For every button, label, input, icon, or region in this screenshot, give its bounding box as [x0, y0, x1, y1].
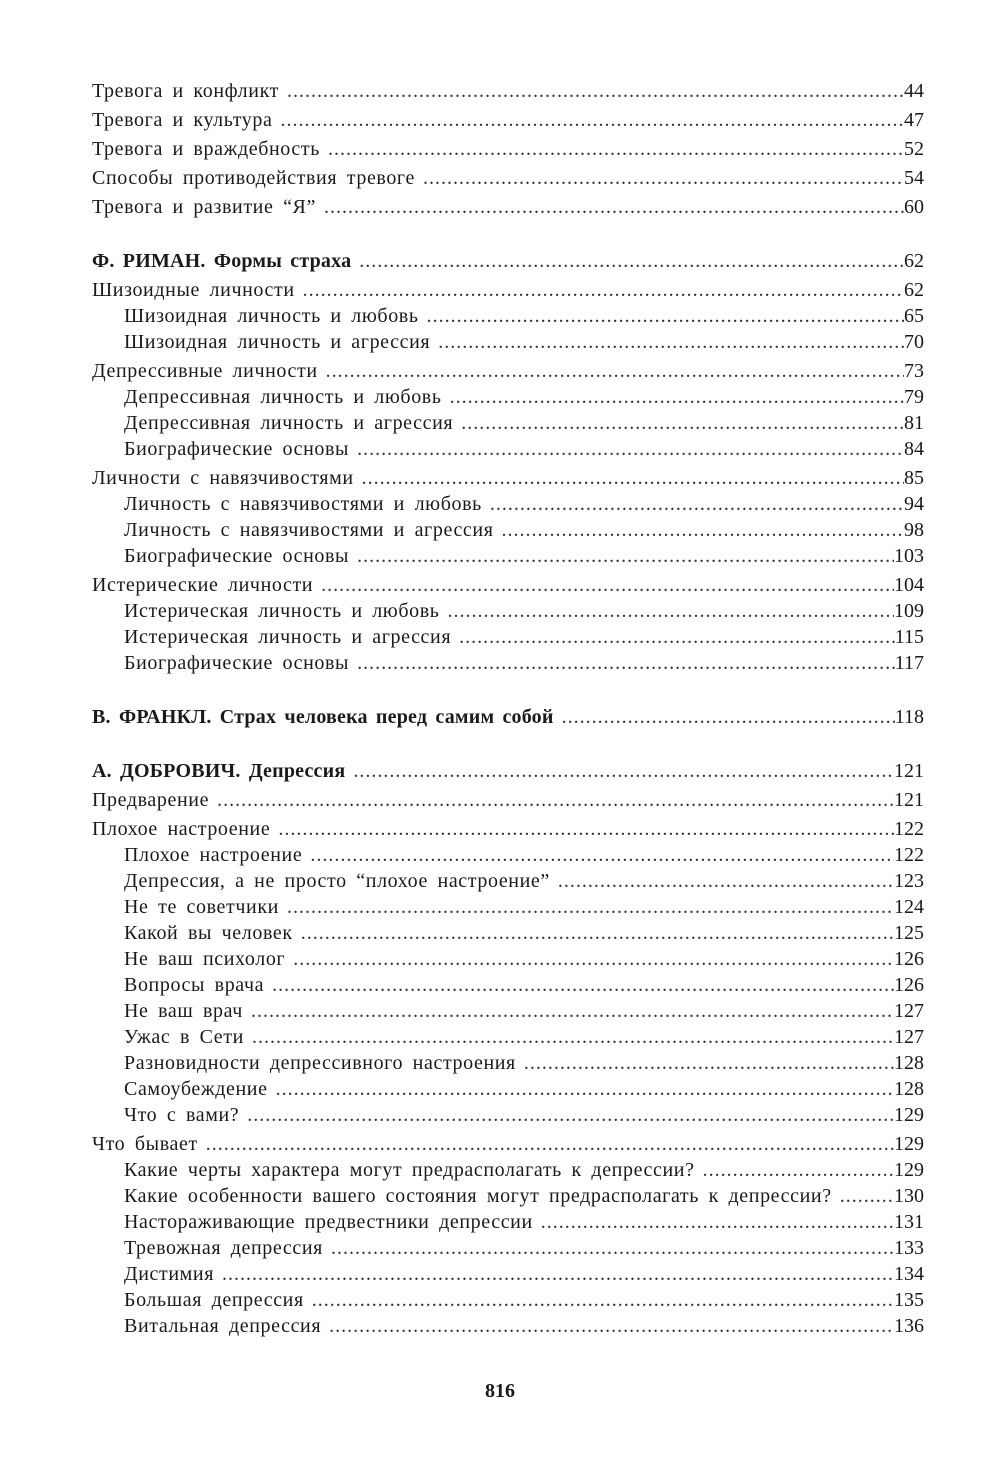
toc-subentry [92, 1102, 924, 1128]
dot-leader [272, 972, 894, 998]
dot-leader [502, 517, 905, 543]
toc-subentry [92, 624, 924, 650]
toc-entry-page: 131 [894, 1211, 924, 1233]
toc-entry-title: Тревога и враждебность [92, 138, 320, 160]
dot-leader [324, 194, 904, 220]
toc-subentry [92, 303, 924, 329]
toc-entry [92, 572, 924, 598]
dot-leader [326, 358, 904, 384]
toc-entry-page: 81 [904, 412, 924, 434]
toc-entry-title: Личность с навязчивостями и любовь [124, 493, 482, 515]
dot-leader [251, 998, 894, 1024]
dot-leader [357, 650, 895, 676]
toc-subentry [92, 517, 924, 543]
toc-entry-title: Не ваш врач [124, 1000, 243, 1022]
toc-entry-title: Тревога и культура [92, 109, 273, 131]
toc-subentry [92, 1076, 924, 1102]
toc-entry-page: 128 [894, 1052, 924, 1074]
toc-entry-title: Тревога и развитие “Я” [92, 196, 316, 218]
toc-entry-title: Какой вы человек [124, 922, 293, 944]
toc-entry [92, 465, 924, 491]
toc-subentry [92, 842, 924, 868]
toc-subentry [92, 920, 924, 946]
toc-entry-page: 115 [894, 626, 924, 648]
toc-subentry [92, 1157, 924, 1183]
dot-leader [280, 107, 904, 133]
toc-entry-title: Шизоидная личность и агрессия [124, 331, 431, 353]
dot-leader [329, 1313, 894, 1339]
toc-entry-page: 94 [904, 493, 924, 515]
toc-subentry [92, 1261, 924, 1287]
toc-entry [92, 787, 924, 813]
toc-entry-title: Дистимия [124, 1263, 215, 1285]
toc-entry-title: Самоубеждение [124, 1078, 268, 1100]
toc-entry-page: 128 [894, 1078, 924, 1100]
dot-leader [206, 1131, 894, 1157]
toc-subentry [92, 650, 924, 676]
toc-section-title: В. ФРАНКЛ. Страх человека перед самим собой [92, 706, 554, 728]
dot-leader [558, 868, 894, 894]
toc-entry [92, 1131, 924, 1157]
toc-entry-page: 47 [904, 109, 924, 131]
toc-entry-page: 60 [904, 196, 924, 218]
toc-subentry [92, 1050, 924, 1076]
toc-entry-title: Что с вами? [124, 1104, 240, 1126]
toc-entry-page: 62 [904, 279, 924, 301]
toc-entry-page: 122 [894, 818, 924, 840]
toc-entry [92, 136, 924, 162]
toc-subentry [92, 384, 924, 410]
toc-entry-page: 130 [894, 1185, 924, 1207]
toc-entry-page: 54 [904, 167, 924, 189]
dot-leader [427, 303, 904, 329]
toc-entry-title: Личность с навязчивостями и агрессия [124, 519, 494, 541]
dot-leader [293, 946, 894, 972]
toc-entry-page: 84 [904, 438, 924, 460]
dot-leader [217, 787, 894, 813]
toc-entry-page: 121 [894, 789, 924, 811]
dot-leader [278, 816, 894, 842]
toc-section-frankl [92, 704, 924, 730]
dot-leader [247, 1102, 894, 1128]
dot-leader [703, 1157, 894, 1183]
toc-entry-page: 122 [894, 844, 924, 866]
toc-entry-page: 136 [894, 1315, 924, 1337]
toc-subentry [92, 894, 924, 920]
toc-subentry [92, 491, 924, 517]
toc-entry-page: 123 [894, 870, 924, 892]
dot-leader [461, 410, 904, 436]
dot-leader [359, 248, 904, 274]
toc-entry-title: Депрессивная личность и любовь [124, 386, 442, 408]
toc-entry-title: Что бывает [92, 1133, 198, 1155]
toc-subentry [92, 598, 924, 624]
toc-entry-page: 73 [904, 360, 924, 382]
toc-entry-page: 129 [894, 1104, 924, 1126]
dot-leader [222, 1261, 894, 1287]
toc-entry-page: 85 [904, 467, 924, 489]
toc-entry-page: 117 [894, 652, 924, 674]
toc-entry [92, 107, 924, 133]
toc-entry-page: 103 [894, 545, 924, 567]
toc-entry-title: Витальная депрессия [124, 1315, 322, 1337]
dot-leader [328, 136, 904, 162]
toc-entry [92, 816, 924, 842]
toc-entry-title: Шизоидные личности [92, 279, 295, 301]
dot-leader [287, 78, 904, 104]
dot-leader [353, 758, 894, 784]
toc-entry-title: Не ваш психолог [124, 948, 286, 970]
toc-entry-title: Истерическая личность и любовь [124, 600, 440, 622]
toc-section-page: 118 [894, 706, 924, 728]
toc-entry [92, 165, 924, 191]
toc-subentry [92, 436, 924, 462]
toc-section-riman [92, 248, 924, 274]
toc-section-page: 121 [894, 760, 924, 782]
dot-leader [321, 572, 894, 598]
toc-entry-title: Вопросы врача [124, 974, 265, 996]
toc-entry-page: 126 [894, 974, 924, 996]
toc-subentry [92, 998, 924, 1024]
toc-entry-page: 44 [904, 80, 924, 102]
toc-entry-page: 104 [894, 574, 924, 596]
toc-entry-page: 135 [894, 1289, 924, 1311]
toc-entry-page: 98 [904, 519, 924, 541]
toc-entry-page: 134 [894, 1263, 924, 1285]
dot-leader [301, 920, 894, 946]
toc-entry-title: Способы противодействия тревоге [92, 167, 415, 189]
toc-subentry [92, 1235, 924, 1261]
dot-leader [276, 1076, 894, 1102]
toc-entry-title: Шизоидная личность и любовь [124, 305, 419, 327]
dot-leader [312, 1287, 894, 1313]
toc-subentry [92, 868, 924, 894]
toc-entry-page: 109 [894, 600, 924, 622]
toc-subentry [92, 1209, 924, 1235]
toc-entry-title: Депрессивная личность и агрессия [124, 412, 454, 434]
toc-section-page: 62 [904, 250, 924, 272]
toc-entry-title: Депрессия, а не просто “плохое настроение” [124, 870, 550, 892]
toc-entry-title: Депрессивные личности [92, 360, 318, 382]
toc-entry-title: Биографические основы [124, 438, 350, 460]
toc-subentry [92, 972, 924, 998]
toc-entry-title: Плохое настроение [92, 818, 271, 840]
toc-section-title: Ф. РИМАН. Формы страха [92, 250, 352, 272]
toc-subentry [92, 543, 924, 569]
toc-entry-title: Плохое настроение [124, 844, 303, 866]
dot-leader [310, 842, 894, 868]
toc-subentry [92, 946, 924, 972]
toc-entry-page: 52 [904, 138, 924, 160]
toc-entry-title: Не те советчики [124, 896, 279, 918]
toc-entry-title: Ужас в Сети [124, 1026, 244, 1048]
toc-entry [92, 358, 924, 384]
toc-subentry [92, 1183, 924, 1209]
dot-leader [357, 543, 894, 569]
dot-leader [252, 1024, 894, 1050]
toc-entry-title: Разновидности депрессивного настроения [124, 1052, 516, 1074]
toc-subentry [92, 329, 924, 355]
toc-subentry [92, 1024, 924, 1050]
toc-entry-page: 127 [894, 1026, 924, 1048]
toc-subentry [92, 1313, 924, 1339]
toc-entry-title: Какие черты характера могут предрасполагать к депрессии? [124, 1159, 695, 1181]
page-number: 816 [485, 1380, 515, 1402]
dot-leader [448, 598, 895, 624]
toc-entry-title: Предварение [92, 789, 210, 811]
toc-entry-title: Биографические основы [124, 652, 350, 674]
table-of-contents [92, 78, 924, 1339]
toc-subentry [92, 410, 924, 436]
toc-entry-title: Тревога и конфликт [92, 80, 279, 102]
toc-entry-page: 124 [894, 896, 924, 918]
toc-entry-page: 65 [904, 305, 924, 327]
dot-leader [331, 1235, 894, 1261]
toc-entry-page: 125 [894, 922, 924, 944]
dot-leader [357, 436, 904, 462]
toc-entry [92, 194, 924, 220]
dot-leader [459, 624, 895, 650]
toc-entry-title: Какие особенности вашего состояния могут предрасполагать к депрессии? [124, 1185, 832, 1207]
toc-entry-page: 129 [894, 1133, 924, 1155]
toc-entry [92, 78, 924, 104]
toc-entry-title: Истерические личности [92, 574, 314, 596]
dot-leader [287, 894, 894, 920]
dot-leader [562, 704, 895, 730]
toc-entry-page: 70 [904, 331, 924, 353]
toc-entry-page: 126 [894, 948, 924, 970]
toc-entry-title: Биографические основы [124, 545, 350, 567]
dot-leader [840, 1183, 894, 1209]
toc-entry-title: Истерическая личность и агрессия [124, 626, 452, 648]
dot-leader [423, 165, 904, 191]
toc-entry-title: Личности с навязчивостями [92, 467, 354, 489]
toc-entry-title: Тревожная депрессия [124, 1237, 323, 1259]
dot-leader [490, 491, 904, 517]
toc-entry-page: 127 [894, 1000, 924, 1022]
dot-leader [362, 465, 904, 491]
toc-subentry [92, 1287, 924, 1313]
toc-entry-title: Настораживающие предвестники депрессии [124, 1211, 533, 1233]
dot-leader [450, 384, 904, 410]
toc-entry-page: 79 [904, 386, 924, 408]
toc-section-title: А. ДОБРОВИЧ. Депрессия [92, 760, 346, 782]
toc-entry-page: 133 [894, 1237, 924, 1259]
toc-entry [92, 277, 924, 303]
dot-leader [438, 329, 904, 355]
dot-leader [524, 1050, 894, 1076]
toc-section-dobrovich [92, 758, 924, 784]
dot-leader [303, 277, 904, 303]
toc-entry-page: 129 [894, 1159, 924, 1181]
dot-leader [541, 1209, 894, 1235]
toc-entry-title: Большая депрессия [124, 1289, 304, 1311]
